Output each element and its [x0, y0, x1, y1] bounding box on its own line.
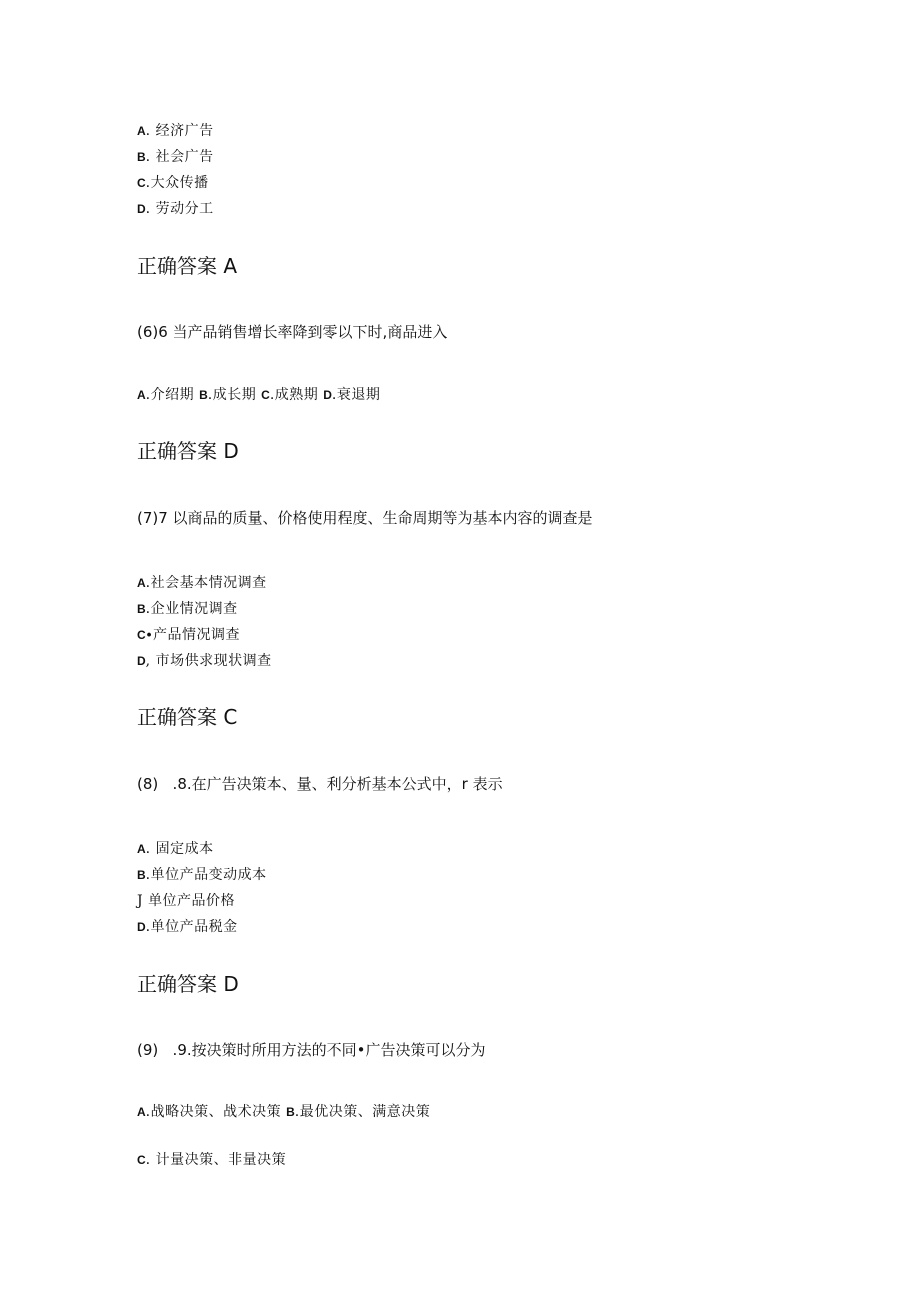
option-a: A. 固定成本	[137, 841, 214, 857]
question-8: (8) .8.在广告决策本、量、利分析基本公式中，r 表示	[137, 775, 503, 793]
correct-answer: 正确答案 C	[137, 705, 238, 729]
question-9: (9) .9.按决策时所用方法的不同•广告决策可以分为	[137, 1041, 486, 1059]
option-c: C∙产品情况调查	[137, 627, 241, 643]
option-a: A.社会基本情况调查	[137, 575, 267, 591]
option-b: B.企业情况调查	[137, 601, 238, 617]
correct-answer: 正确答案 A	[137, 254, 238, 278]
option-d: D. 劳动分工	[137, 201, 214, 217]
options-line: A.战略决策、战术决策 B.最优决策、满意决策	[137, 1104, 431, 1120]
option-b: B.单位产品变动成本	[137, 867, 267, 883]
options-line: A.介绍期 B.成长期 C.成熟期 D.衰退期	[137, 387, 381, 403]
option-d: D.单位产品税金	[137, 919, 238, 935]
option-a: A. 经济广告	[137, 123, 214, 139]
option-c: J 单位产品价格	[137, 893, 236, 909]
question-6: (6)6 当产品销售增长率降到零以下时,商品进入	[137, 323, 448, 341]
option-c: C. 计量决策、非量决策	[137, 1152, 287, 1168]
correct-answer: 正确答案 D	[137, 439, 239, 463]
option-c: C.大众传播	[137, 175, 209, 191]
question-7: (7)7 以商品的质量、价格使用程度、生命周期等为基本内容的调查是	[137, 509, 593, 527]
option-d: D, 市场供求现状调查	[137, 653, 272, 669]
option-b: B. 社会广告	[137, 149, 214, 165]
correct-answer: 正确答案 D	[137, 972, 239, 996]
